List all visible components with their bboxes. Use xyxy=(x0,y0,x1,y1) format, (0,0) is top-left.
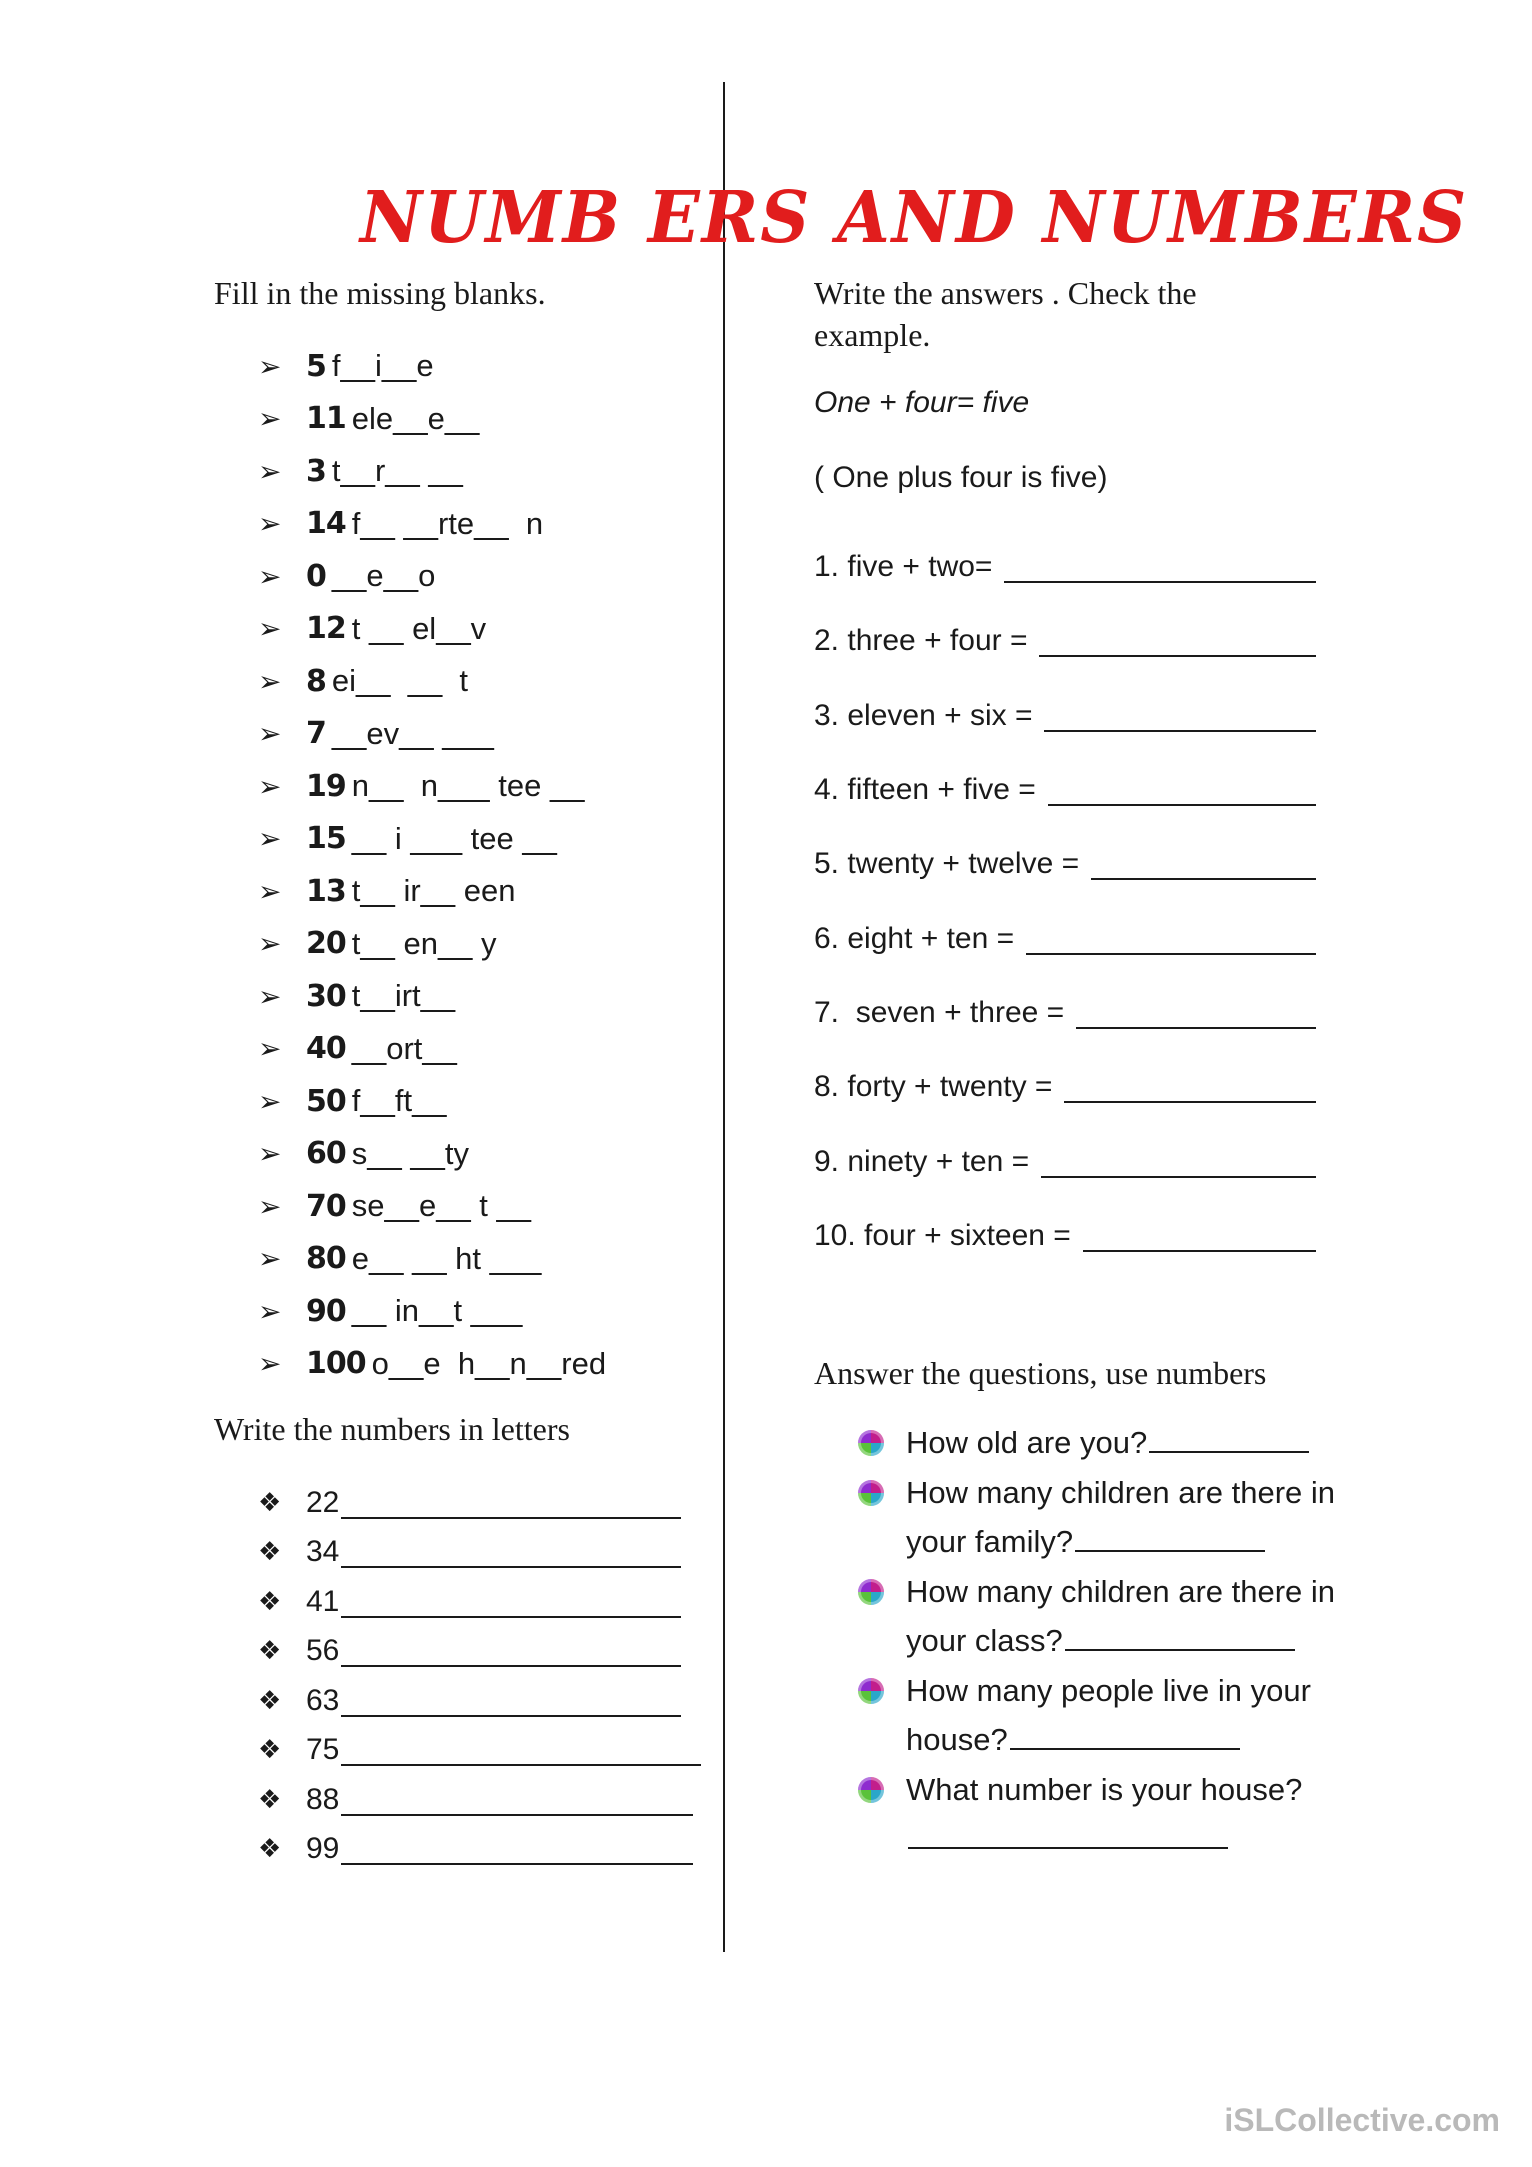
missing-blanks-heading: Fill in the missing blanks. xyxy=(214,275,546,311)
sum-expression: 3. eleven + six = xyxy=(814,698,1033,732)
sum-item xyxy=(814,976,1316,1050)
missing-blank-item xyxy=(258,1285,606,1338)
question-text: How many children are there in your class? xyxy=(906,1573,1336,1658)
sum-item xyxy=(814,679,1316,753)
missing-letters[interactable]: __ in__t ___ xyxy=(351,1293,523,1329)
arrow-bullet-icon: ➢ xyxy=(258,769,282,803)
sum-expression: 10. four + sixteen = xyxy=(814,1218,1071,1252)
answer-blank[interactable] xyxy=(341,1685,681,1717)
missing-blank-item xyxy=(258,865,606,918)
missing-blank-item xyxy=(258,970,606,1023)
missing-letters[interactable]: __ort__ xyxy=(351,1030,457,1066)
gem-bullet-icon xyxy=(858,1430,884,1456)
number-value: 34 xyxy=(306,1535,340,1569)
arrow-bullet-icon: ➢ xyxy=(258,927,282,961)
answer-blank[interactable] xyxy=(1149,1423,1309,1453)
missing-letters[interactable]: n__ n___ tee __ xyxy=(351,768,585,804)
missing-letters[interactable]: f__i__e xyxy=(331,348,434,384)
letters-item xyxy=(258,1775,701,1825)
missing-letters[interactable]: __ev__ ___ xyxy=(331,715,494,751)
gem-bullet-icon xyxy=(858,1777,884,1803)
missing-blank-item xyxy=(258,1128,606,1181)
gem-bullet-icon xyxy=(858,1678,884,1704)
answer-blank[interactable] xyxy=(1076,997,1316,1029)
missing-letters[interactable]: f__ft__ xyxy=(351,1083,447,1119)
missing-letters[interactable]: __ i ___ tee __ xyxy=(351,820,557,856)
diamond-bullet-icon: ❖ xyxy=(258,1735,282,1766)
diamond-bullet-icon: ❖ xyxy=(258,1537,282,1568)
number-value: 90 xyxy=(306,1293,346,1329)
number-value: 30 xyxy=(306,978,346,1014)
sum-expression: 8. forty + twenty = xyxy=(814,1070,1053,1104)
answer-blank[interactable] xyxy=(908,1819,1228,1849)
sum-expression: 9. ninety + ten = xyxy=(814,1144,1030,1178)
number-value: 41 xyxy=(306,1584,340,1618)
missing-blank-item xyxy=(258,498,606,551)
missing-letters[interactable]: ele__e__ xyxy=(351,400,480,436)
missing-letters[interactable]: t__irt__ xyxy=(351,978,456,1014)
questions-heading: Answer the questions, use numbers xyxy=(814,1355,1267,1391)
answer-blank[interactable] xyxy=(341,1833,693,1865)
number-value: 75 xyxy=(306,1733,340,1767)
missing-blank-item xyxy=(258,603,606,656)
missing-blank-item xyxy=(258,1233,606,1286)
arrow-bullet-icon: ➢ xyxy=(258,559,282,593)
answer-blank[interactable] xyxy=(1065,1621,1295,1651)
missing-letters[interactable]: t __ el__v xyxy=(351,610,487,646)
arrow-bullet-icon: ➢ xyxy=(258,1294,282,1328)
number-value: 11 xyxy=(306,401,346,437)
answers-heading: Write the answers . Check the example. xyxy=(814,275,1197,353)
missing-blank-item xyxy=(258,813,606,866)
arrow-bullet-icon: ➢ xyxy=(258,717,282,751)
missing-letters[interactable]: t__ en__ y xyxy=(351,925,497,961)
diamond-bullet-icon: ❖ xyxy=(258,1586,282,1617)
missing-blank-item xyxy=(258,550,606,603)
sum-item xyxy=(814,1199,1316,1273)
question-item xyxy=(858,1765,1338,1864)
answer-blank[interactable] xyxy=(1041,1146,1316,1178)
sum-item xyxy=(814,1124,1316,1198)
missing-blank-item xyxy=(258,393,606,446)
answer-blank[interactable] xyxy=(341,1734,701,1766)
worksheet-title: NUMB ERS AND NUMBERS xyxy=(360,176,1469,260)
letters-item xyxy=(258,1627,701,1677)
number-value: 63 xyxy=(306,1683,340,1717)
arrow-bullet-icon: ➢ xyxy=(258,1242,282,1276)
missing-letters[interactable]: se__e__ t __ xyxy=(351,1188,532,1224)
answer-blank[interactable] xyxy=(1044,700,1316,732)
sums-list xyxy=(814,530,1316,1273)
number-value: 7 xyxy=(306,716,326,752)
number-value: 12 xyxy=(306,611,346,647)
diamond-bullet-icon: ❖ xyxy=(258,1834,282,1865)
arrow-bullet-icon: ➢ xyxy=(258,874,282,908)
gem-bullet-icon xyxy=(858,1579,884,1605)
diamond-bullet-icon: ❖ xyxy=(258,1784,282,1815)
question-text: What number is your house? xyxy=(906,1771,1303,1807)
missing-blank-item xyxy=(258,1023,606,1076)
missing-blank-item xyxy=(258,1075,606,1128)
answer-blank[interactable] xyxy=(1075,1522,1265,1552)
answer-blank[interactable] xyxy=(341,1586,681,1618)
arrow-bullet-icon: ➢ xyxy=(258,402,282,436)
missing-letters[interactable]: ei__ __ t xyxy=(331,663,469,699)
number-value: 80 xyxy=(306,1241,346,1277)
missing-letters[interactable]: o__e h__n__red xyxy=(371,1345,607,1381)
gem-bullet-icon xyxy=(858,1480,884,1506)
missing-blank-item xyxy=(258,655,606,708)
question-text: How old are you? xyxy=(906,1425,1148,1460)
number-value: 60 xyxy=(306,1136,346,1172)
question-item xyxy=(858,1468,1338,1567)
number-value: 40 xyxy=(306,1031,346,1067)
number-value: 5 xyxy=(306,348,326,384)
number-value: 88 xyxy=(306,1782,340,1816)
letters-item xyxy=(258,1528,701,1578)
arrow-bullet-icon: ➢ xyxy=(258,1347,282,1381)
answer-blank[interactable] xyxy=(1064,1071,1316,1103)
number-value: 22 xyxy=(306,1485,340,1519)
arrow-bullet-icon: ➢ xyxy=(258,1189,282,1223)
answer-blank[interactable] xyxy=(1091,848,1316,880)
answer-blank[interactable] xyxy=(341,1784,693,1816)
missing-letters[interactable]: t__r__ __ xyxy=(331,453,463,489)
missing-letters[interactable]: e__ __ ht ___ xyxy=(351,1240,542,1276)
answer-blank[interactable] xyxy=(1048,774,1316,806)
number-value: 0 xyxy=(306,558,326,594)
question-text: How many children are there in your family? xyxy=(906,1474,1336,1559)
questions-list xyxy=(858,1418,1338,1864)
sum-expression: 1. five + two= xyxy=(814,550,993,584)
missing-blank-item xyxy=(258,1180,606,1233)
number-value: 15 xyxy=(306,821,346,857)
letters-item xyxy=(258,1676,701,1726)
letters-list xyxy=(258,1478,701,1874)
sum-item xyxy=(814,604,1316,678)
letters-heading: Write the numbers in letters xyxy=(214,1411,570,1447)
sum-item xyxy=(814,530,1316,604)
missing-blank-item xyxy=(258,340,606,393)
question-item xyxy=(858,1418,1338,1468)
number-value: 3 xyxy=(306,453,326,489)
number-value: 50 xyxy=(306,1083,346,1119)
missing-blanks-list xyxy=(258,340,606,1390)
arrow-bullet-icon: ➢ xyxy=(258,612,282,646)
sum-item xyxy=(814,753,1316,827)
sum-item xyxy=(814,901,1316,975)
answer-blank[interactable] xyxy=(1010,1720,1240,1750)
number-value: 100 xyxy=(306,1346,366,1382)
arrow-bullet-icon: ➢ xyxy=(258,454,282,488)
diamond-bullet-icon: ❖ xyxy=(258,1487,282,1518)
sum-expression: 6. eight + ten = xyxy=(814,921,1015,955)
missing-blank-item xyxy=(258,708,606,761)
number-value: 70 xyxy=(306,1188,346,1224)
answer-blank[interactable] xyxy=(341,1635,681,1667)
arrow-bullet-icon: ➢ xyxy=(258,822,282,856)
arrow-bullet-icon: ➢ xyxy=(258,507,282,541)
arrow-bullet-icon: ➢ xyxy=(258,1137,282,1171)
arrow-bullet-icon: ➢ xyxy=(258,349,282,383)
number-value: 20 xyxy=(306,926,346,962)
question-item xyxy=(858,1666,1338,1765)
answer-blank[interactable] xyxy=(1039,625,1316,657)
letters-item xyxy=(258,1577,701,1627)
letters-item xyxy=(258,1825,701,1875)
letters-item xyxy=(258,1478,701,1528)
answer-blank[interactable] xyxy=(341,1487,681,1519)
example-line: One + four= five xyxy=(814,386,1030,419)
sum-item xyxy=(814,1050,1316,1124)
number-value: 56 xyxy=(306,1634,340,1668)
number-value: 19 xyxy=(306,768,346,804)
number-value: 99 xyxy=(306,1832,340,1866)
arrow-bullet-icon: ➢ xyxy=(258,979,282,1013)
arrow-bullet-icon: ➢ xyxy=(258,1032,282,1066)
watermark: iSLCollective.com xyxy=(1224,2102,1500,2138)
sum-item xyxy=(814,827,1316,901)
sum-expression: 7. seven + three = xyxy=(814,995,1065,1029)
sum-expression: 5. twenty + twelve = xyxy=(814,847,1080,881)
number-value: 8 xyxy=(306,663,326,699)
diamond-bullet-icon: ❖ xyxy=(258,1685,282,1716)
question-text: How many people live in your house? xyxy=(906,1672,1311,1757)
number-value: 14 xyxy=(306,506,346,542)
number-value: 13 xyxy=(306,873,346,909)
example-explanation: ( One plus four is five) xyxy=(814,461,1108,494)
letters-item xyxy=(258,1726,701,1776)
answer-blank[interactable] xyxy=(341,1536,681,1568)
diamond-bullet-icon: ❖ xyxy=(258,1636,282,1667)
answer-blank[interactable] xyxy=(1004,551,1316,583)
question-item xyxy=(858,1567,1338,1666)
arrow-bullet-icon: ➢ xyxy=(258,664,282,698)
sum-expression: 4. fifteen + five = xyxy=(814,773,1036,807)
column-divider xyxy=(723,82,725,1952)
missing-blank-item xyxy=(258,445,606,498)
sum-expression: 2. three + four = xyxy=(814,624,1028,658)
missing-blank-item xyxy=(258,1338,606,1391)
arrow-bullet-icon: ➢ xyxy=(258,1084,282,1118)
missing-letters[interactable]: t__ ir__ een xyxy=(351,873,516,909)
missing-letters[interactable]: __e__o xyxy=(331,558,436,594)
answer-blank[interactable] xyxy=(1083,1220,1316,1252)
missing-blank-item xyxy=(258,918,606,971)
missing-letters[interactable]: s__ __ty xyxy=(351,1135,469,1171)
missing-blank-item xyxy=(258,760,606,813)
missing-letters[interactable]: f__ __rte__ n xyxy=(351,505,544,541)
answer-blank[interactable] xyxy=(1026,923,1316,955)
